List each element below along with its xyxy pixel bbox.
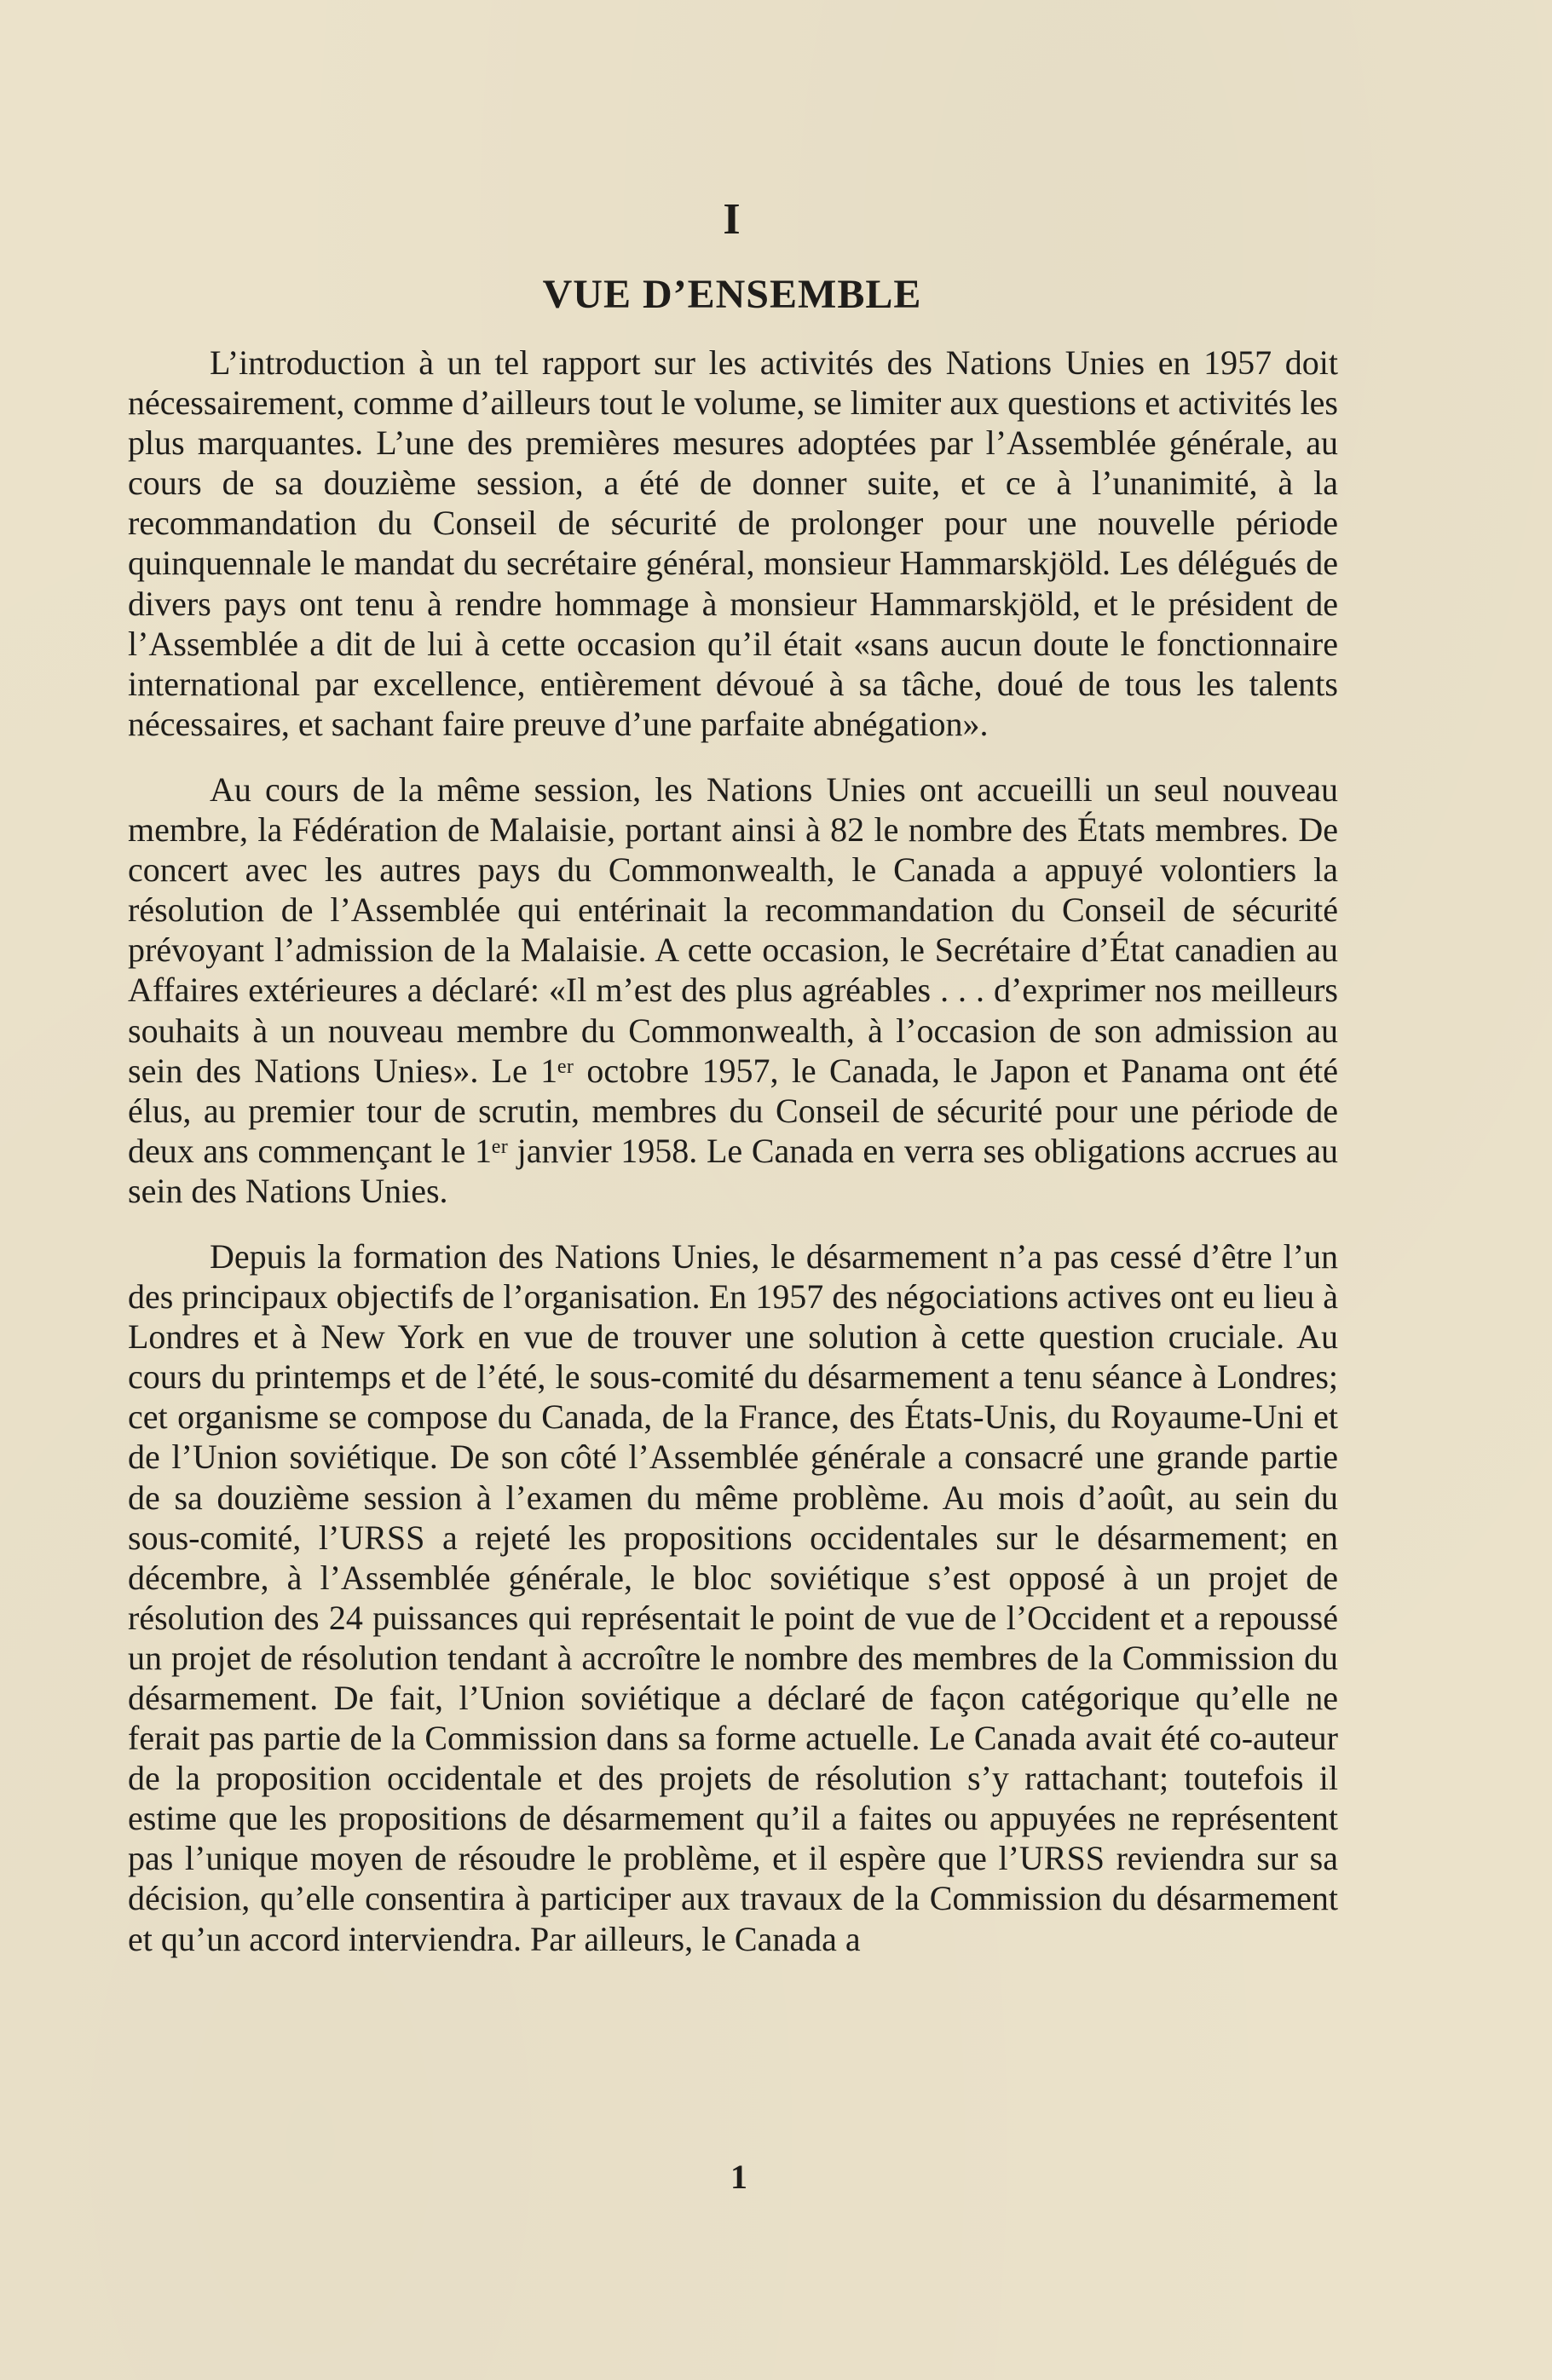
page-number: 1 [730,2158,747,2196]
chapter-title: VUE D’ENSEMBLE [542,272,922,317]
paragraph-malaisie: Au cours de la même session, les Nations Unies ont accueilli un seul nouveau membre, la Fédération de Malaisie, portant ainsi à 82 le nombre des États membres. De concert avec les autres pays du Commonwealth, le Canada a appuyé volontiers la résolution de l’Assemblée qui entérinait la recommandation du Conseil de sécurité prévoyant l’admission de la Malaisie. A cette occasion, le Secrétaire d’État canadien au Affaires extérieures a déclaré: «Il m’est des plus agréables . . . d’exprimer nos meilleurs souhaits à un nouveau membre du Commonwealth, à l’occasion de son admission au sein des Nations Unies». Le 1ᵉʳ octobre 1957, le Canada, le Japon et Panama ont été élus, au premier tour de scrutin, membres du Conseil de sécurité pour une période de deux ans commençant le 1ᵉʳ janvier 1958. Le Canada en verra ses obligations accrues au sein des Nations Unies. [128,769,1338,1210]
body-text [128,343,1338,1959]
chapter-number: I [723,195,741,244]
paragraph-introduction: L’introduction à un tel rapport sur les activités des Nations Unies en 1957 doit nécessairement, comme d’ailleurs tout le volume, se limiter aux questions et activités les plus marquantes. L’une des premières mesures adoptées par l’Assemblée générale, au cours de sa douzième session, a été de donner suite, et ce à l’unanimité, à la recommandation du Conseil de sécurité de prolonger pour une nouvelle période quinquennale le mandat du secrétaire général, monsieur Hammarskjöld. Les délégués de divers pays ont tenu à rendre hommage à monsieur Hammarskjöld, et le président de l’Assemblée a dit de lui à cette occasion qu’il était «sans aucun doute le fonctionnaire international par excellence, entièrement dévoué à sa tâche, doué de tous les talents nécessaires, et sachant faire preuve d’une parfaite abnégation». [128,343,1338,743]
paragraph-desarmement: Depuis la formation des Nations Unies, le désarmement n’a pas cessé d’être l’un des principaux objectifs de l’organisation. En 1957 des négociations actives ont eu lieu à Londres et à New York en vue de trouver une solution à cette question cruciale. Au cours du printemps et de l’été, le sous-comité du désarmement a tenu séance à Londres; cet organisme se compose du Canada, de la France, des États-Unis, du Royaume-Uni et de l’Union soviétique. De son côté l’Assemblée générale a consacré une grande partie de sa douzième session à l’examen du même problème. Au mois d’août, au sein du sous-comité, l’URSS a rejeté les propositions occidentales sur le désarmement; en décembre, à l’Assemblée générale, le bloc soviétique s’est opposé à un projet de résolution des 24 puissances qui représentait le point de vue de l’Occident et a repoussé un projet de résolution tendant à accroître le nombre des membres de la Commission du désarmement. De fait, l’Union soviétique a déclaré de façon catégorique qu’elle ne ferait pas partie de la Commission dans sa forme actuelle. Le Canada avait été co-auteur de la proposition occidentale et des projets de résolution s’y rattachant; toutefois il estime que les propositions de désarmement qu’il a faites ou appuyées ne représentent pas l’unique moyen de résoudre le problème, et il espère que l’URSS reviendra sur sa décision, qu’elle consentira à participer aux travaux de la Commission du désarmement et qu’un accord interviendra. Par ailleurs, le Canada a [128,1236,1338,1958]
